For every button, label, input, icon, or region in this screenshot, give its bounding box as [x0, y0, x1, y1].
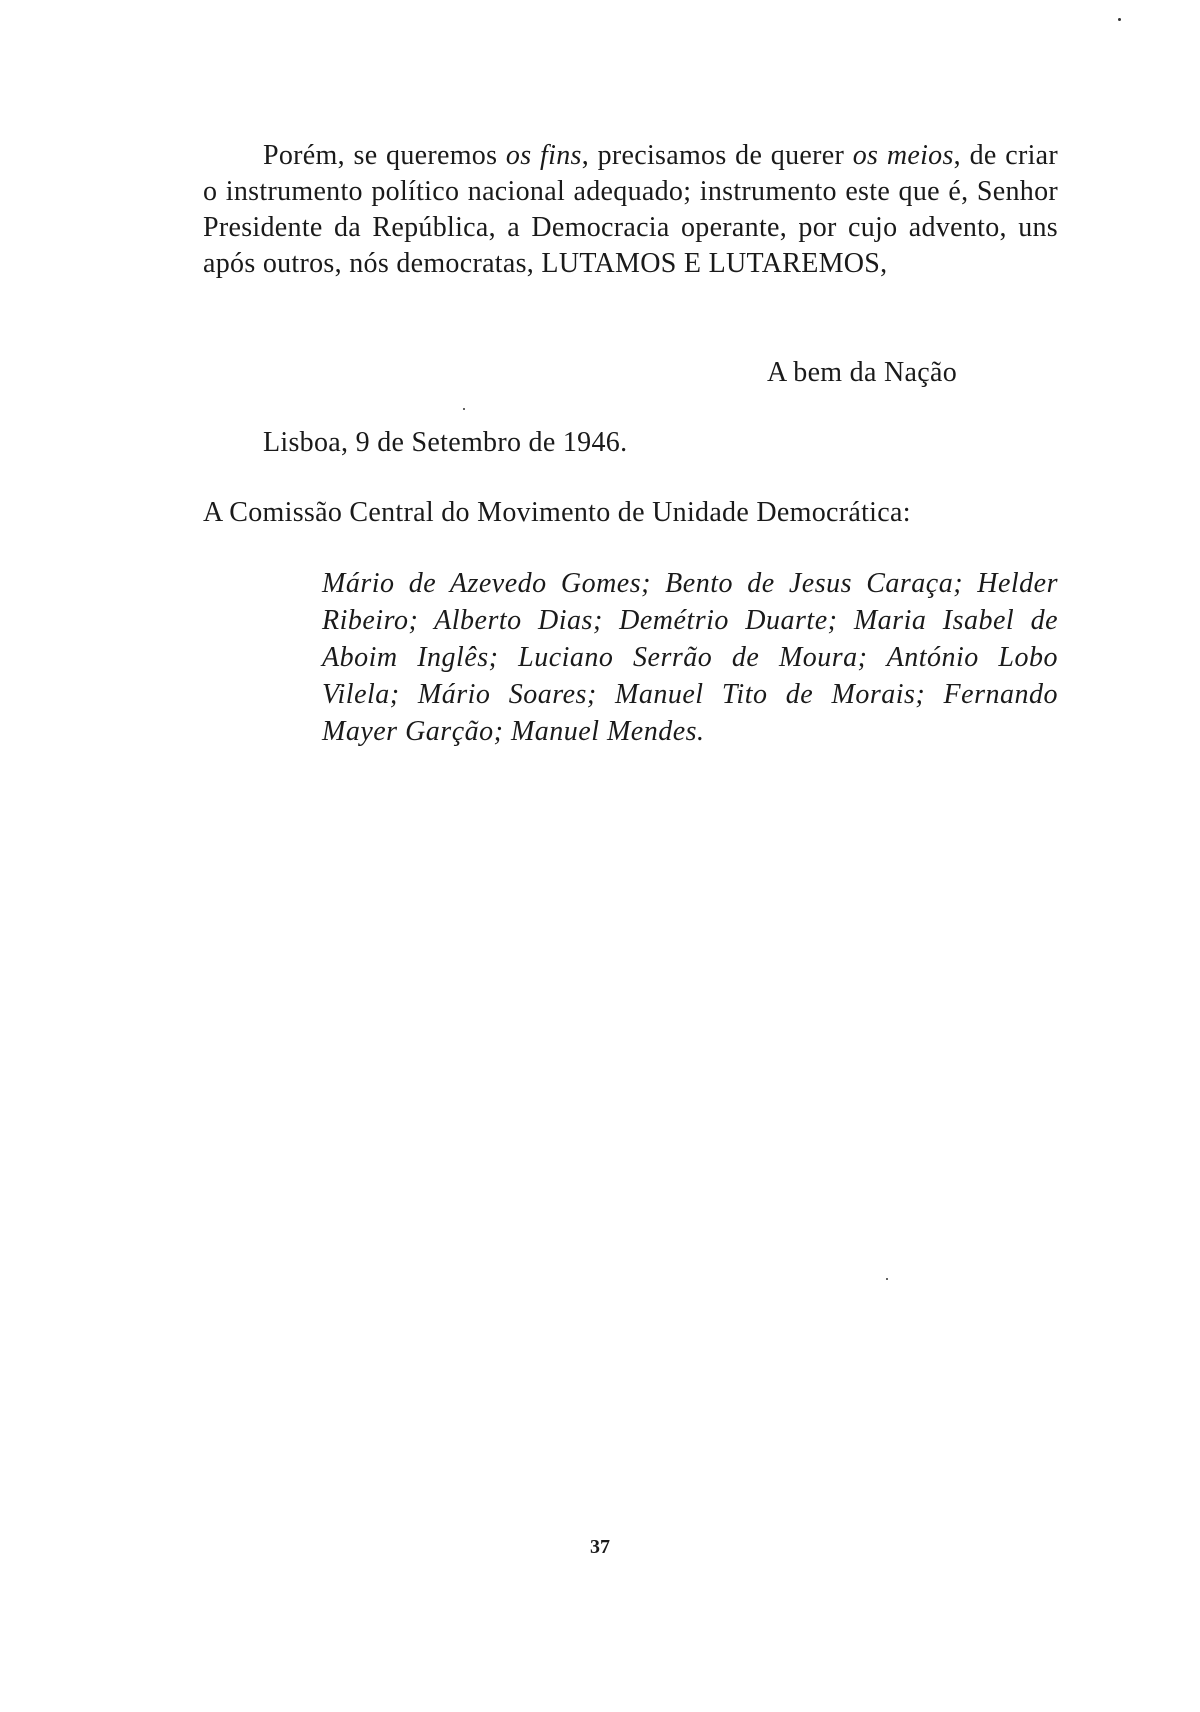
- page-number: 37: [590, 1536, 610, 1558]
- committee-heading: A Comissão Central do Movimento de Unidade Democrática:: [203, 497, 911, 528]
- closing-salutation: A bem da Nação: [767, 357, 958, 388]
- emphasis-os-meios: os meios: [852, 140, 954, 171]
- signatories-list: Mário de Azevedo Gomes; Bento de Jesus Caraça; Helder Ribeiro; Alberto Dias; Demétrio Duarte; Maria Isabel de Aboim Inglês; Luciano Serrão de Moura; António Lobo Vilela; Mário Soares; Manuel Tito de Morais; Fernando Mayer Garção; Manuel Mendes.: [322, 568, 1058, 747]
- print-speck: [886, 1278, 888, 1280]
- print-speck: [463, 408, 465, 410]
- print-speck: [1118, 18, 1121, 21]
- body-paragraph: [203, 138, 1058, 282]
- paragraph-text-3: , de criar o instrumento político nacional adequado; instrumento este que é, Senhor Presidente da República, a Democracia operante, por cujo advento, uns após outros, nós democratas, LUTAMOS E LUTAREMOS,: [203, 140, 1059, 279]
- paragraph-text-1: Porém, se queremos: [263, 140, 506, 171]
- date-line: Lisboa, 9 de Setembro de 1946.: [263, 427, 628, 458]
- paragraph-text-2: , precisamos de querer: [581, 140, 853, 171]
- emphasis-os-fins: os fins: [505, 140, 582, 171]
